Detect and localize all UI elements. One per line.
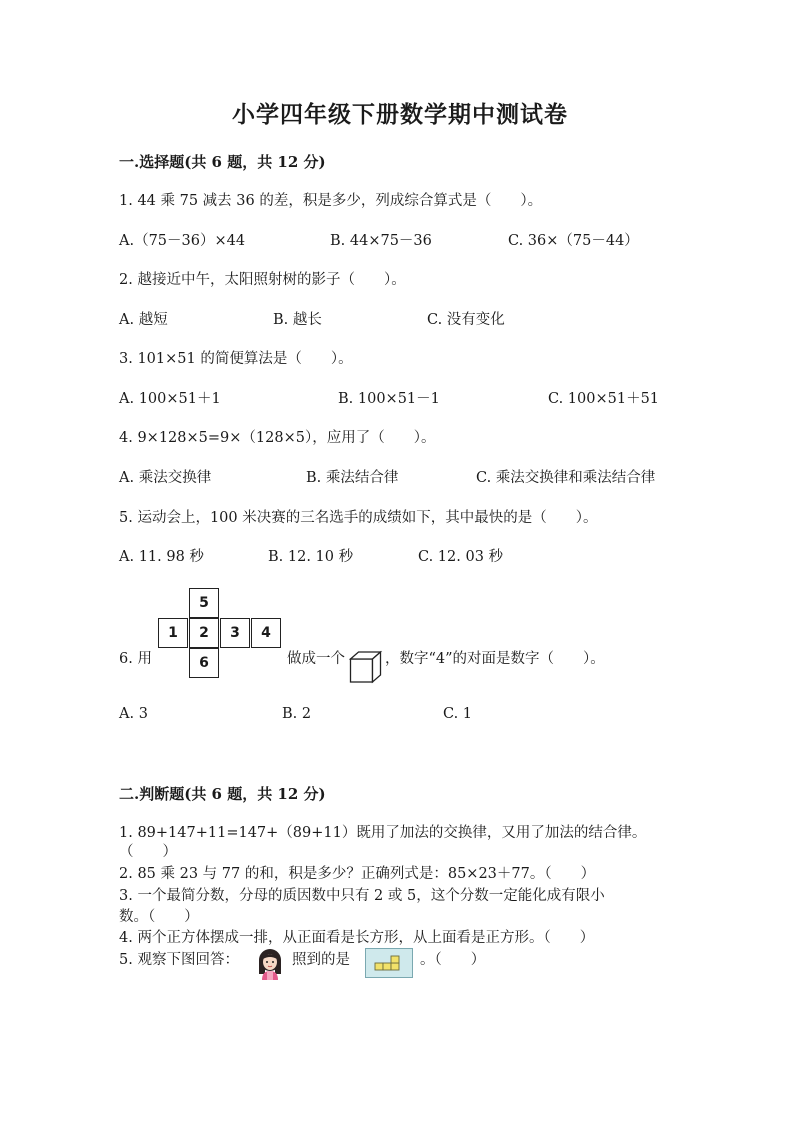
question-2: 2. 越接近中午，太阳照射树的影子（ ）。 <box>119 272 406 288</box>
q5-option-b: B. 12. 10 秒 <box>268 549 354 565</box>
q6-middle: 做成一个 <box>287 651 345 667</box>
question-3: 3. 101×51 的简便算法是（ ）。 <box>119 351 353 367</box>
net-cell-2: 2 <box>189 618 219 648</box>
q3-option-c: C. 100×51＋51 <box>548 391 660 407</box>
page-title: 小学四年级下册数学期中测试卷 <box>232 101 568 128</box>
judge-question-5-prefix: 5. 观察下图回答： <box>119 952 239 968</box>
judge-question-2: 2. 85 乘 23 与 77 的和，积是多少？正确列式是：85×23＋77。（ ） <box>119 866 596 882</box>
judge-question-3: 3. 一个最简分数，分母的质因数中只有 2 或 5，这个分数一定能化成有限小 <box>119 888 605 904</box>
q4-option-b: B. 乘法结合律 <box>306 470 399 486</box>
q5-option-c: C. 12. 03 秒 <box>418 549 504 565</box>
q6-prefix: 6. 用 <box>119 651 152 667</box>
net-cell-4: 4 <box>251 618 281 648</box>
question-1: 1. 44 乘 75 减去 36 的差，积是多少，列成综合算式是（ ）。 <box>119 193 543 209</box>
judge-question-5-suffix: 。（ ） <box>420 952 486 968</box>
net-cell-3: 3 <box>220 618 250 648</box>
q3-option-b: B. 100×51－1 <box>338 391 440 407</box>
net-cell-1: 1 <box>158 618 188 648</box>
judge-question-3-cont: 数。（ ） <box>119 909 199 925</box>
section-heading-choice: 一.选择题(共 6 题，共 12 分) <box>119 153 326 171</box>
question-5: 5. 运动会上，100 米决赛的三名选手的成绩如下，其中最快的是（ ）。 <box>119 510 598 526</box>
section-heading-judgement: 二.判断题(共 6 题，共 12 分) <box>119 785 326 803</box>
q2-option-c: C. 没有变化 <box>427 312 505 328</box>
block-view-image <box>365 948 413 978</box>
question-4: 4. 9×128×5=9×（128×5），应用了（ ）。 <box>119 430 436 446</box>
cube-net-figure <box>158 588 282 680</box>
q5-option-a: A. 11. 98 秒 <box>119 549 204 565</box>
net-cell-5: 5 <box>189 588 219 618</box>
judge-question-5-middle: 照到的是 <box>292 952 350 968</box>
judge-question-1: 1. 89+147+11=147+（89+11）既用了加法的交换律，又用了加法的结合律。 <box>119 825 647 841</box>
q2-option-b: B. 越长 <box>273 312 322 328</box>
q4-option-a: A. 乘法交换律 <box>119 470 212 486</box>
net-cell-6: 6 <box>189 648 219 678</box>
q6-option-a: A. 3 <box>119 706 148 722</box>
q1-option-c: C. 36×（75－44） <box>508 233 639 249</box>
q4-option-c: C. 乘法交换律和乘法结合律 <box>476 470 656 486</box>
cube-icon <box>349 650 383 684</box>
q6-suffix: ，数字“4”的对面是数字（ ）。 <box>385 651 605 667</box>
q6-option-b: B. 2 <box>282 706 312 722</box>
q2-option-a: A. 越短 <box>119 312 168 328</box>
q6-option-c: C. 1 <box>443 706 473 722</box>
judge-question-1-answer: （ ） <box>119 844 177 860</box>
q3-option-a: A. 100×51＋1 <box>119 391 221 407</box>
judge-question-4: 4. 两个正方体摆成一排，从正面看是长方形，从上面看是正方形。（ ） <box>119 930 595 946</box>
girl-figure-icon <box>256 948 284 980</box>
q1-option-b: B. 44×75－36 <box>330 233 432 249</box>
q1-option-a: A.（75－36）×44 <box>119 233 246 249</box>
